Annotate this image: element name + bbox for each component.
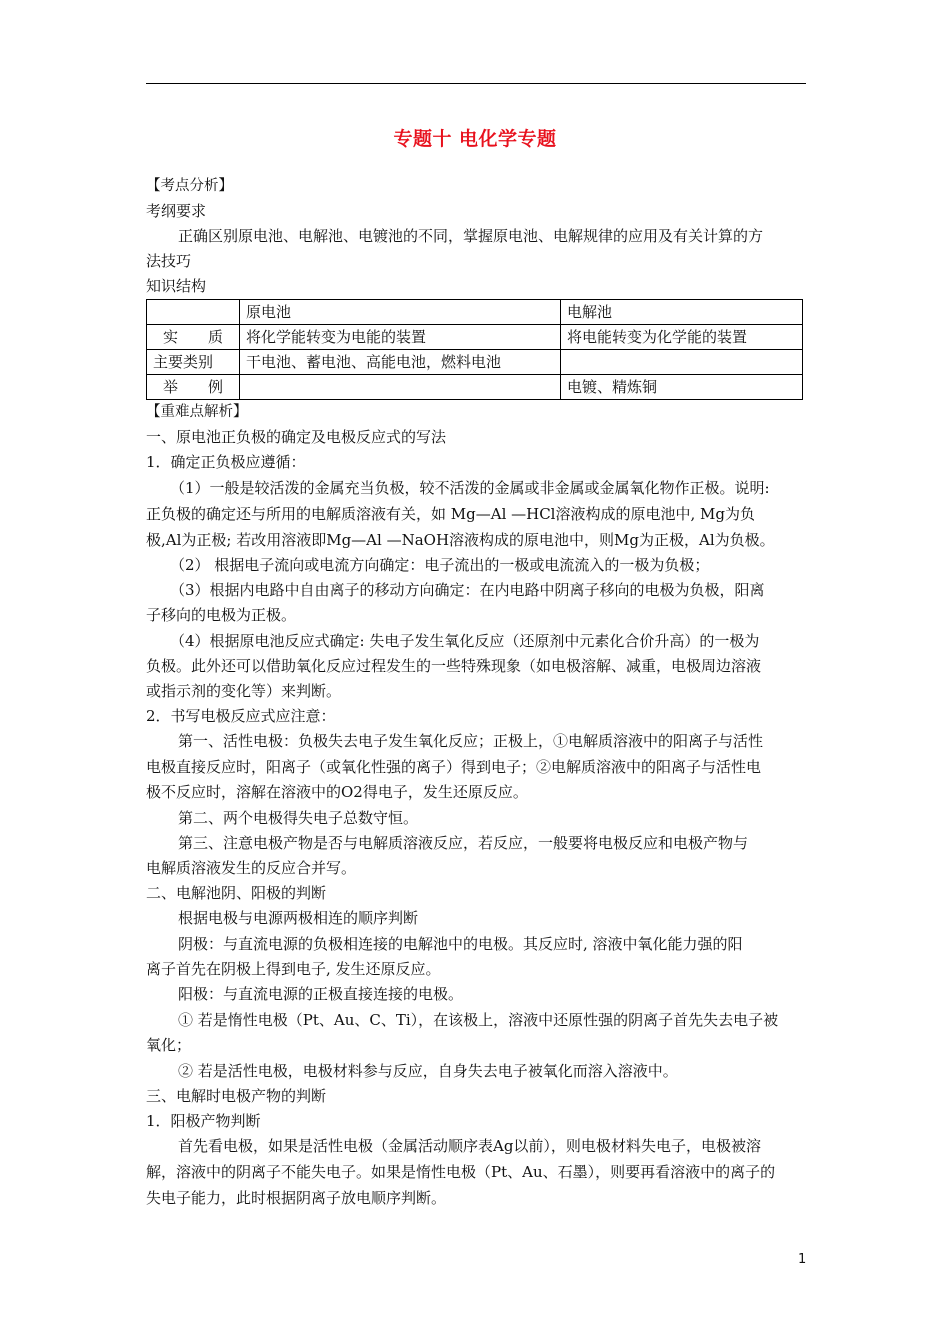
page-number: 1 (798, 1252, 807, 1267)
paragraph-line: 首先看电极，如果是活性电极（金属活动顺序表Ag以前），则电极材料失电子，电极被溶 (178, 1137, 761, 1155)
heading-line: 2．书写电极反应式应注意： (146, 707, 336, 725)
paragraph-line: 失电子能力，此时根据阴离子放电顺序判断。 (146, 1189, 447, 1207)
paragraph-line: 极不反应时，溶解在溶液中的O2得电子，发生还原反应。 (146, 783, 528, 801)
paragraph-line: 根据电极与电源两极相连的顺序判断 (178, 909, 419, 927)
heading-line: 1．阳极产物判断 (146, 1112, 261, 1130)
paragraph-line: 第一、活性电极：负极失去电子发生氧化反应；正极上，①电解质溶液中的阳离子与活性 (178, 732, 764, 750)
subheading: 考纲要求 (146, 202, 207, 220)
paragraph-line: 第三、注意电极产物是否与电解质溶液反应，若反应，一般要将电极反应和电极产物与 (178, 834, 749, 852)
heading-line: 三、电解时电极产物的判断 (146, 1087, 327, 1105)
table-header-jie: 电解池 (561, 300, 803, 325)
paragraph-line: 正负极的确定还与所用的电解质溶液有关，如 Mg—Al —HCl溶液构成的原电池中, Mg为负 (146, 505, 755, 523)
table-cell: 将化学能转变为电能的装置 (240, 325, 561, 350)
knowledge-table (146, 299, 803, 400)
heading-line: 一、原电池正负极的确定及电极反应式的写法 (146, 428, 447, 446)
paragraph-line: （3）根据内电路中自由离子的移动方向确定：在内电路中阴离子移向的电极为负极，阳离 (170, 581, 765, 599)
table-cell (147, 300, 240, 325)
paragraph-line: 正确区别原电池、电解池、电镀池的不同，掌握原电池、电解规律的应用及有关计算的方 (178, 227, 764, 245)
paragraph-line: 电解质溶液发生的反应合并写。 (146, 859, 357, 877)
header-rule (146, 83, 806, 84)
heading-line: 1．确定正负极应遵循： (146, 453, 306, 471)
paragraph-line: 子移向的电极为正极。 (146, 606, 297, 624)
heading-line: 二、电解池阴、阳极的判断 (146, 884, 327, 902)
page-title: 专题十 电化学专题 (393, 128, 557, 150)
paragraph-line: 离子首先在阴极上得到电子, 发生还原反应。 (146, 960, 441, 978)
paragraph-line: （1）一般是较活泼的金属充当负极，较不活泼的金属或非金属或金属氧化物作正极。说明: (170, 479, 770, 497)
paragraph-line: 法技巧 (146, 252, 192, 270)
row-label: 举 例 (147, 375, 240, 400)
paragraph-line: 极,Al为正极; 若改用溶液即Mg—Al —NaOH溶液构成的原电池中，则Mg为正极，Al为负极。 (146, 531, 775, 549)
table-cell (561, 350, 803, 375)
row-label: 实 质 (147, 325, 240, 350)
table-header-row (147, 300, 803, 325)
table-cell (240, 375, 561, 400)
paragraph-line: ① 若是惰性电极（Pt、Au、C、Ti），在该极上，溶液中还原性强的阴离子首先失去电子被 (178, 1011, 779, 1029)
table-cell: 干电池、蓄电池、高能电池，燃料电池 (240, 350, 561, 375)
table-header-yuan: 原电池 (240, 300, 561, 325)
paragraph-line: ② 若是活性电极，电极材料参与反应，自身失去电子被氧化而溶入溶液中。 (178, 1062, 678, 1080)
paragraph-line: 解，溶液中的阴离子不能失电子。如果是惰性电极（Pt、Au、石墨），则要再看溶液中的离子的 (146, 1163, 776, 1181)
table-row (147, 375, 803, 400)
paragraph-line: 电极直接反应时，阳离子（或氧化性强的离子）得到电子；②电解质溶液中的阳离子与活性电 (146, 758, 762, 776)
table-cell: 将电能转变为化学能的装置 (561, 325, 803, 350)
paragraph-line: 阴极：与直流电源的负极相连接的电解池中的电极。其反应时, 溶液中氧化能力强的阳 (178, 935, 743, 953)
table-row (147, 350, 803, 375)
table-row (147, 325, 803, 350)
row-label: 主要类别 (147, 350, 240, 375)
paragraph-line: 阳极：与直流电源的正极直接连接的电极。 (178, 985, 464, 1003)
paragraph-line: （4）根据原电池反应式确定: 失电子发生氧化反应（还原剂中元素化合价升高）的一极为 (170, 632, 760, 650)
paragraph-line: （2） 根据电子流向或电流方向确定：电子流出的一极或电流流入的一极为负极； (170, 556, 710, 574)
paragraph-line: 或指示剂的变化等）来判断。 (146, 682, 342, 700)
paragraph-line: 负极。此外还可以借助氧化反应过程发生的一些特殊现象（如电极溶解、减重，电极周边溶液 (146, 657, 762, 675)
subheading: 知识结构 (146, 277, 207, 295)
paragraph-line: 氧化； (146, 1036, 192, 1054)
section-heading: 【重难点解析】 (146, 404, 248, 420)
table-cell: 电镀、精炼铜 (561, 375, 803, 400)
paragraph-line: 第二、两个电极得失电子总数守恒。 (178, 809, 419, 827)
section-heading: 【考点分析】 (146, 178, 233, 194)
